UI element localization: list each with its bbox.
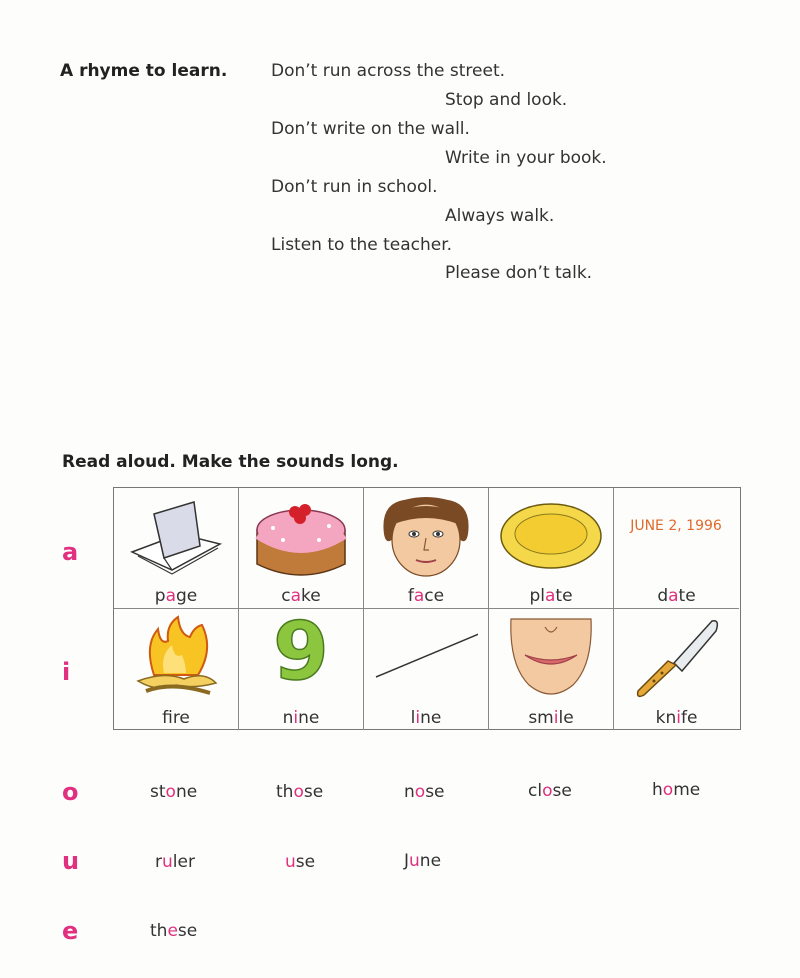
smile-icon xyxy=(499,615,603,701)
rhyme-line: Please don’t talk. xyxy=(445,263,593,283)
word-card-page xyxy=(114,488,239,609)
word-card-smile xyxy=(489,609,614,730)
rhyme-line: Always walk. xyxy=(445,206,555,226)
plate-icon xyxy=(499,494,603,580)
word-card-fire xyxy=(114,609,239,730)
vowel-label-o: o xyxy=(62,778,79,806)
cake-icon xyxy=(249,494,353,580)
word-line: line xyxy=(410,708,442,728)
vowel-label-a: a xyxy=(62,538,79,566)
rhyme-line: Don’t write on the wall. xyxy=(271,119,470,139)
word-card-nine xyxy=(239,605,364,730)
vowel-label-i: i xyxy=(62,658,71,686)
vowel-label-u: u xyxy=(62,847,80,875)
word-plate: plate xyxy=(529,586,573,606)
word-card-cake xyxy=(239,488,364,609)
word-smile: smile xyxy=(528,708,574,728)
rhyme-line: Don’t run across the street. xyxy=(271,61,506,81)
word-card-face xyxy=(364,488,489,609)
book-icon xyxy=(124,494,228,580)
word-use: use xyxy=(285,852,316,872)
word-page: page xyxy=(154,586,198,606)
rhyme-line: Listen to the teacher. xyxy=(271,235,453,255)
word-knife: knife xyxy=(655,708,698,728)
line-icon xyxy=(374,615,478,701)
exercise-heading: Read aloud. Make the sounds long. xyxy=(62,452,399,472)
word-card-date xyxy=(614,488,739,609)
word-fire: fre xyxy=(162,708,190,728)
face-icon xyxy=(374,494,478,580)
word-card-line xyxy=(364,609,489,730)
word-nose: nose xyxy=(404,782,445,802)
nine-icon: 9 xyxy=(273,605,329,698)
rhyme-line: Write in your book. xyxy=(445,148,607,168)
word-stone: stone xyxy=(150,782,198,802)
word-close: close xyxy=(528,781,572,801)
rhyme-heading: A rhyme to learn. xyxy=(60,61,228,81)
word-card-knife xyxy=(614,609,739,730)
word-june: June xyxy=(404,851,442,871)
fire-icon xyxy=(124,615,228,701)
word-those: those xyxy=(276,782,324,802)
word-nine: nine xyxy=(282,708,320,728)
rhyme-line: Stop and look. xyxy=(445,90,568,110)
rhyme-line: Don’t run in school. xyxy=(271,177,438,197)
word-home: home xyxy=(652,780,701,800)
date-icon: JUNE 2, 1996 xyxy=(630,518,722,534)
knife-icon xyxy=(624,615,728,701)
word-ruler: ruler xyxy=(155,852,195,872)
word-these: these xyxy=(150,921,198,941)
word-cake: cake xyxy=(281,586,321,606)
word-face: face xyxy=(407,586,445,606)
picture-grid xyxy=(113,487,741,730)
word-card-plate xyxy=(489,488,614,609)
word-date: date xyxy=(657,586,696,606)
vowel-label-e: e xyxy=(62,917,79,945)
